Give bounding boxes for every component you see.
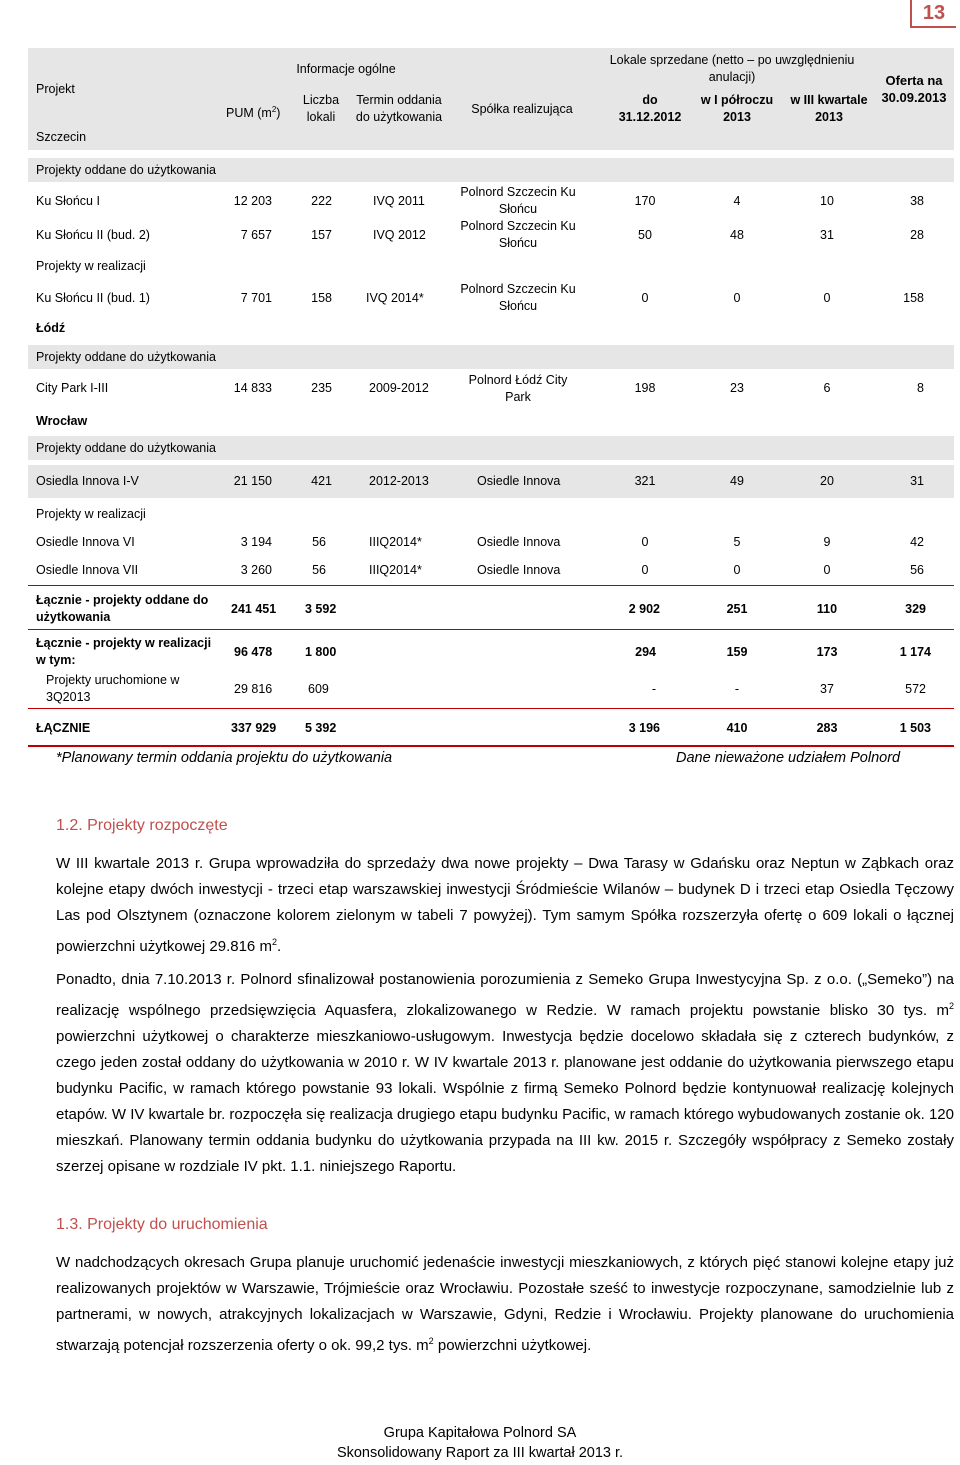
total-do: 2 902 — [628, 602, 660, 616]
row-spolka: Polnord Szczecin Ku Słońcu — [460, 219, 576, 250]
row-spolka: Polnord Szczecin Ku Słońcu — [460, 282, 576, 313]
total-h1: 251 — [726, 602, 748, 616]
total-name: Łącznie - projekty w realizacji w tym: — [36, 636, 212, 667]
row-h1: 49 — [730, 474, 744, 488]
row-termin: IVQ 2011 — [373, 194, 425, 208]
divider — [28, 629, 954, 630]
header-do-2012: do 31.12.2012 — [618, 93, 682, 124]
header-spolka: Spółka realizująca — [471, 102, 573, 116]
grand-total-label: ŁĄCZNIE — [36, 721, 91, 735]
section-label: Projekty w realizacji — [36, 259, 146, 273]
row-do: 321 — [634, 474, 656, 488]
row-oferta: 38 — [910, 194, 924, 208]
row-pum: 7 657 — [240, 228, 272, 242]
total-lokale: 5 392 — [305, 721, 337, 735]
section-heading-1-2: 1.2. Projekty rozpoczęte — [56, 817, 228, 834]
total-lokale: 1 800 — [305, 645, 337, 659]
row-lokale: 158 — [311, 291, 332, 305]
row-termin: IVQ 2014* — [366, 291, 424, 305]
total-lokale: 609 — [308, 682, 329, 696]
section-heading-1-3: 1.3. Projekty do uruchomienia — [56, 1216, 268, 1233]
row-name: Osiedla Innova I-V — [36, 474, 139, 488]
divider — [28, 585, 954, 586]
total-do: 294 — [635, 645, 656, 659]
row-h1: 0 — [733, 291, 741, 305]
header-szczecin: Szczecin — [36, 130, 87, 144]
header-oferta: Oferta na 30.09.2013 — [881, 73, 947, 105]
row-do: 0 — [641, 563, 649, 577]
row-h1: 0 — [733, 563, 741, 577]
footer-line-2: Skonsolidowany Raport za III kwartał 2013 r. — [336, 1445, 624, 1461]
row-termin: IVQ 2012 — [373, 228, 426, 242]
total-h1: 159 — [726, 645, 748, 659]
row-spolka: Osiedle Innova — [477, 474, 561, 488]
total-lokale: 3 592 — [305, 602, 337, 616]
total-name: Łącznie - projekty oddane do użytkowania — [36, 593, 209, 624]
row-lokale: 235 — [311, 381, 332, 395]
total-oferta: 572 — [905, 682, 926, 696]
row-do: 0 — [641, 291, 649, 305]
total-pum: 29 816 — [234, 682, 273, 696]
section-label: Projekty w realizacji — [36, 507, 146, 521]
row-pum: 14 833 — [233, 381, 272, 395]
row-oferta: 42 — [910, 535, 924, 549]
row-pum: 3 194 — [240, 535, 272, 549]
row-q3: 6 — [823, 381, 831, 395]
row-pum: 7 701 — [240, 291, 272, 305]
total-pum: 241 451 — [231, 602, 277, 616]
total-do: - — [651, 682, 656, 696]
header-projekt: Projekt — [36, 82, 75, 96]
row-q3: 20 — [820, 474, 834, 488]
row-termin: 2012-2013 — [369, 474, 429, 488]
row-lokale: 56 — [312, 563, 326, 577]
header-h1-2013: w I półroczu 2013 — [700, 93, 774, 124]
row-h1: 4 — [733, 194, 741, 208]
total-oferta: 1 503 — [899, 721, 931, 735]
row-do: 170 — [634, 194, 656, 208]
city-label: Łódź — [36, 321, 66, 335]
total-name: Projekty uruchomione w 3Q2013 — [46, 673, 180, 704]
paragraph: Ponadto, dnia 7.10.2013 r. Polnord sfinalizował postanowienia porozumienia z Semeko Grupa Inwestycyjna Sp. z o.o. („Semeko”) na realizację wspólnego przedsięwzięcia Aquasfera, zlokalizowanego w Redzie. W ramach projektu powstanie blisko 30 tys. $m^2$ powierzchni użytkowej o charakterze mieszkaniowo-usługowym. Inwestycja będzie docelowo składała się z czterech budynków, z czego jeden został oddany do użytkowania w 2010 r. W IV kwartale 2013 r. planowane jest oddanie do użytkowania pierwszego etapu budynku Pacific, w ramach którego powstanie 93 lokali. Wspólnie z firmą Semeko Polnord będzie kontynuował realizację kolejnych etapów. W IV kwartale br. rozpoczęła się realizacja drugiego etapu budynku Pacific, w ramach którego wybudowanych zostanie ok. 120 mieszkań. Planowany termin oddania budynku do użytkowania przypada na III kw. 2015 r. Szczegóły współpracy z Semeko zostały szerzej opisane w rozdziale IV pkt. 1.1. niniejszego Raportu. — [56, 971, 954, 1175]
row-h1: 48 — [730, 228, 744, 242]
row-spolka: Polnord Szczecin Ku Słońcu — [460, 185, 576, 216]
header-liczba-lokali: Liczba lokali — [302, 93, 340, 124]
row-oferta: 8 — [917, 381, 924, 395]
row-do: 198 — [634, 381, 656, 395]
row-lokale: 56 — [312, 535, 326, 549]
row-q3: 0 — [823, 291, 831, 305]
row-lokale: 421 — [311, 474, 332, 488]
total-h1: - — [734, 682, 740, 696]
row-q3: 9 — [823, 535, 831, 549]
row-pum: 12 203 — [233, 194, 272, 208]
row-oferta: 28 — [910, 228, 924, 242]
row-spolka: Polnord Łódź City Park — [468, 373, 568, 404]
row-h1: 5 — [733, 535, 741, 549]
page-number: 13 — [910, 0, 956, 28]
total-oferta: 1 174 — [899, 645, 931, 659]
header-termin: Termin oddania do użytkowania — [355, 93, 443, 124]
row-oferta: 56 — [910, 563, 924, 577]
row-name: City Park I-III — [36, 381, 109, 395]
total-pum: 96 478 — [234, 645, 273, 659]
row-spolka: Osiedle Innova — [477, 563, 561, 577]
header-q3-2013: w III kwartale 2013 — [790, 93, 868, 124]
paragraph: W nadchodzących okresach Grupa planuje uruchomić jedenaście inwestycji mieszkaniowych, z których pięć stanowi kolejne etapy już realizowanych projektów w Warszawie, Trójmieście oraz Wrocławiu. Pozostałe sześć to inwestycje rozpoczynane, samodzielnie lub z partnerami, w nowych, atrakcyjnych lokalizacjach w Warszawie, Gdyni, Redzie i Wrocławiu. Projekty planowane do uruchomienia stwarzają potencjał rozszerzenia oferty o ok. 99,2 tys. $m^2$ powierzchni użytkowej. — [56, 1254, 954, 1354]
city-label: Wrocław — [36, 414, 88, 428]
row-termin: IIIQ2014* — [369, 563, 422, 577]
row-termin: 2009-2012 — [369, 381, 429, 395]
row-oferta: 158 — [903, 291, 924, 305]
divider — [28, 708, 954, 709]
section-label: Projekty oddane do użytkowania — [36, 350, 216, 364]
row-h1: 23 — [730, 381, 744, 395]
footnote-left: *Planowany termin oddania projektu do użytkowania — [56, 750, 393, 766]
total-do: 3 196 — [628, 721, 660, 735]
total-h1: 410 — [726, 721, 748, 735]
row-name: Osiedle Innova VII — [36, 563, 139, 577]
row-name: Ku Słońcu II (bud. 1) — [36, 291, 150, 305]
total-q3: 110 — [816, 602, 838, 616]
row-lokale: 222 — [311, 194, 332, 208]
row-name: Ku Słońcu II (bud. 2) — [36, 228, 150, 242]
row-termin: IIIQ2014* — [369, 535, 422, 549]
total-pum: 337 929 — [231, 721, 277, 735]
row-q3: 31 — [820, 228, 834, 242]
row-do: 0 — [641, 535, 649, 549]
row-lokale: 157 — [311, 228, 332, 242]
row-name: Osiedle Innova VI — [36, 535, 135, 549]
footnote-right: Dane nieważone udziałem Polnord — [676, 750, 901, 766]
header-lokale-sprzedane: Lokale sprzedane (netto – po uwzględnieniu anulacji) — [609, 53, 855, 84]
total-q3: 37 — [820, 682, 834, 696]
header-pum: PUM $(m^2)$ — [226, 105, 281, 121]
row-spolka: Osiedle Innova — [477, 535, 561, 549]
section-label: Projekty oddane do użytkowania — [36, 441, 216, 455]
total-q3: 173 — [816, 645, 838, 659]
divider — [28, 745, 954, 747]
row-q3: 10 — [820, 194, 834, 208]
row-name: Ku Słońcu I — [36, 194, 100, 208]
header-info-ogolne: Informacje ogólne — [296, 62, 396, 76]
footer-line-1: Grupa Kapitałowa Polnord SA — [383, 1425, 577, 1441]
row-q3: 0 — [823, 563, 831, 577]
row-oferta: 31 — [910, 474, 924, 488]
row-pum: 21 150 — [233, 474, 272, 488]
row-pum: 3 260 — [240, 563, 272, 577]
total-oferta: 329 — [905, 602, 926, 616]
total-q3: 283 — [816, 721, 838, 735]
paragraph: W III kwartale 2013 r. Grupa wprowadziła do sprzedaży dwa nowe projekty – Dwa Tarasy w Gdańsku oraz Neptun w Ząbkach oraz kolejne etapy dwóch inwestycji - trzeci etap warszawskiej inwestycji Śródmieście Wilanów – budynek D i trzeci etap Osiedla Tęczowy Las pod Olsztynem (oznaczone kolorem zielonym w tabeli 7 powyżej). Tym samym Spółka rozszerzyła ofertę o 609 lokali o łącznej powierzchni użytkowej 29.816 $m^2$. — [56, 855, 954, 955]
row-do: 50 — [638, 228, 652, 242]
section-label: Projekty oddane do użytkowania — [36, 163, 216, 177]
